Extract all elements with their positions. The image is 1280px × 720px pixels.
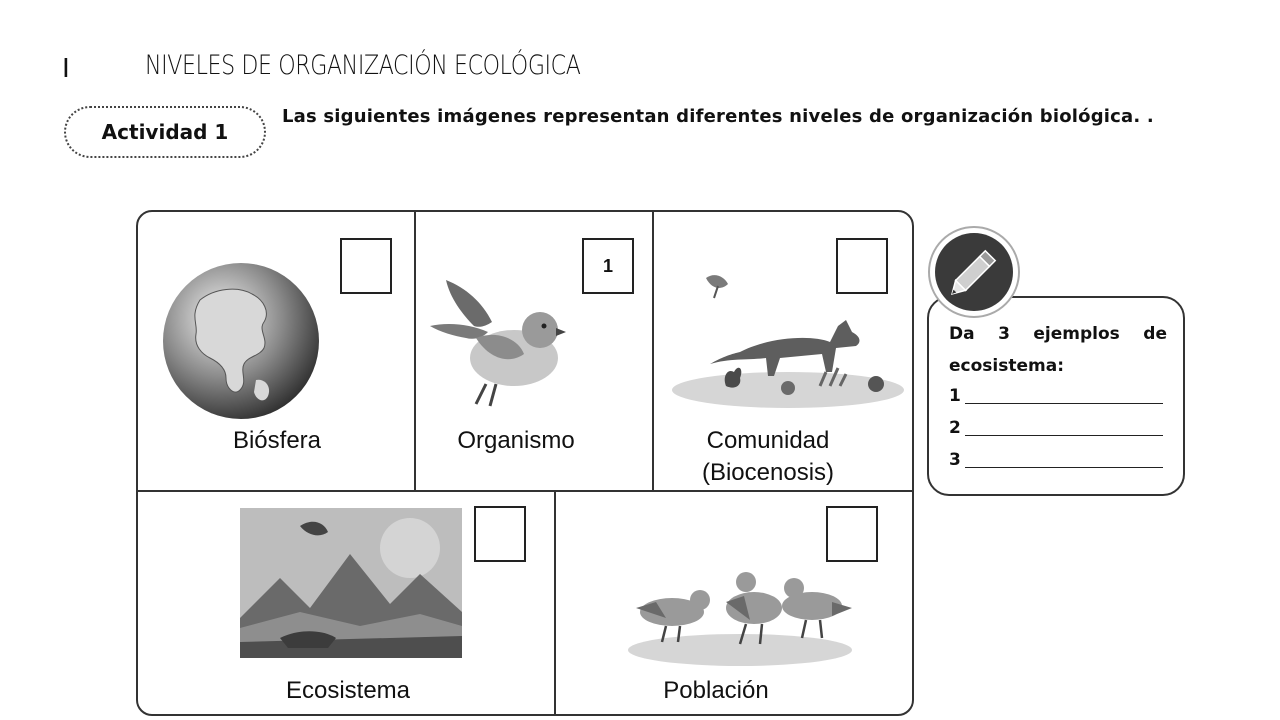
level-label: Ecosistema — [285, 677, 411, 704]
levels-grid — [136, 210, 914, 716]
bird-icon — [426, 274, 566, 410]
level-label-line1: Comunidad — [706, 427, 830, 454]
activity-instruction: Las siguientes imágenes representan diferentes niveles de organización biológica. . — [282, 106, 1154, 127]
example-line-2[interactable]: 2 — [949, 418, 961, 438]
globe-icon — [160, 260, 322, 422]
level-cell-comunidad — [654, 212, 912, 492]
pencil-icon — [928, 226, 1020, 318]
examples-prompt: Da 3 ejemplos de ecosistema: — [949, 324, 1167, 376]
level-cell-biosfera — [138, 212, 416, 492]
level-label: Población — [663, 677, 769, 704]
bird-group-icon — [626, 572, 854, 668]
answer-box[interactable]: 1 — [582, 238, 634, 294]
level-cell-poblacion — [556, 492, 912, 714]
example-line-3[interactable]: 3 — [949, 450, 961, 470]
activity-badge: Actividad 1 — [64, 106, 266, 158]
answer-box[interactable] — [474, 506, 526, 562]
page-title: NIVELES DE ORGANIZACIÓN ECOLÓGICA — [145, 50, 581, 81]
answer-box[interactable] — [836, 238, 888, 294]
examples-card — [927, 296, 1185, 496]
answer-box[interactable] — [340, 238, 392, 294]
section-number: I — [62, 52, 70, 83]
level-label: Organismo — [457, 427, 575, 454]
answer-box[interactable] — [826, 506, 878, 562]
level-label-line2: (Biocenosis) — [701, 459, 835, 486]
level-cell-organismo — [416, 212, 654, 492]
example-line-1[interactable]: 1 — [949, 386, 961, 406]
level-label: Biósfera — [232, 427, 322, 454]
level-cell-ecosistema — [138, 492, 556, 714]
landscape-icon — [240, 508, 462, 658]
